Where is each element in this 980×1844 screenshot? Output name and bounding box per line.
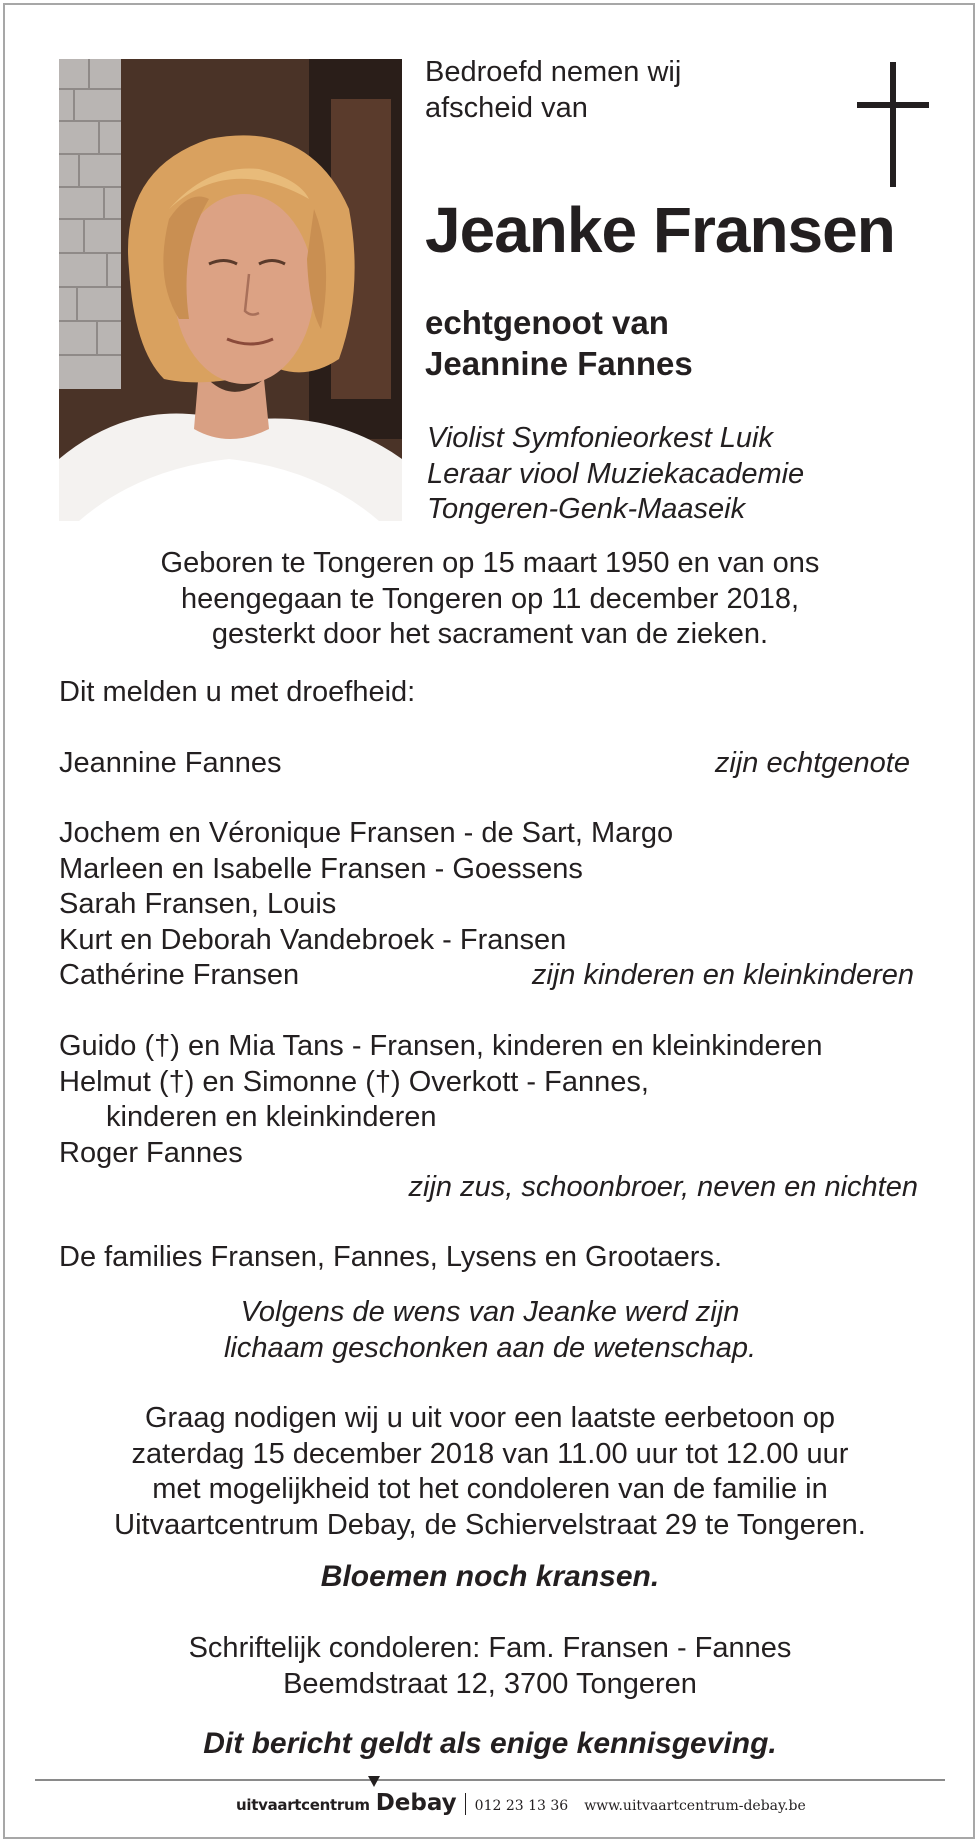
role-line: Leraar viool Muziekacademie (427, 457, 805, 490)
condolence-line: Beemdstraat 12, 3700 Tongeren (283, 1667, 697, 1700)
invitation-line: met mogelijkheid tot het condoleren van de familie in (152, 1473, 828, 1505)
list-item: Sarah Fransen, Louis (59, 888, 337, 920)
wish-line: Volgens de wens van Jeanke werd zijn (240, 1296, 740, 1328)
footer-separator (465, 1793, 466, 1815)
list-item: Jochem en Véronique Fransen - de Sart, Margo (59, 817, 674, 849)
list-item: Guido (†) en Mia Tans - Fransen, kinderen en kleinkinderen (59, 1030, 823, 1062)
list-item: Kurt en Deborah Vandebroek - Fransen (59, 923, 567, 956)
spouse-relation: echtgenoot van (425, 304, 669, 341)
notice-line: Dit bericht geldt als enige kennisgeving. (203, 1727, 777, 1760)
wish-block (59, 1295, 921, 1366)
role-line: Tongeren-Genk-Maaseik (427, 493, 746, 525)
portrait-photo (59, 59, 402, 521)
intro-line: Bedroefd nemen wij (425, 56, 682, 88)
list-item: Marleen en Isabelle Fransen - Goessens (59, 852, 583, 885)
children-relation: zijn kinderen en kleinkinderen (531, 959, 914, 991)
deceased-name: Jeanke Fransen (425, 194, 895, 266)
footer-prefix: uitvaartcentrum (236, 1796, 370, 1814)
footer-website[interactable]: www.uitvaartcentrum-debay.be (584, 1798, 806, 1814)
flowers-note: Bloemen noch kransen. (320, 1560, 660, 1593)
footer (236, 1790, 806, 1818)
widow-relation: zijn echtgenote (714, 747, 910, 779)
list-item: kinderen en kleinkinderen (106, 1101, 437, 1133)
spouse-name: Jeannine Fannes (425, 345, 693, 382)
wish-line: lichaam geschonken aan de wetenschap. (223, 1331, 757, 1364)
footer-brand: Debay (375, 1790, 457, 1816)
footer-brand-logo (376, 1790, 457, 1816)
announce-line: Dit melden u met droefheid: (59, 676, 416, 708)
siblings-relation: zijn zus, schoonbroer, neven en nichten (408, 1171, 918, 1203)
birth-death-line: Geboren te Tongeren op 15 maart 1950 en van ons (160, 547, 820, 579)
list-item: Helmut (†) en Simonne (†) Overkott - Fannes, (59, 1065, 649, 1098)
intro-line: afscheid van (425, 91, 588, 124)
families-line: De families Fransen, Fannes, Lysens en Grootaers. (59, 1241, 723, 1273)
invitation-line: zaterdag 15 december 2018 van 11.00 uur tot 12.00 uur (131, 1437, 849, 1470)
birth-death-block (59, 546, 921, 653)
invitation-line: Uitvaartcentrum Debay, de Schiervelstraat 29 te Tongeren. (114, 1508, 866, 1541)
spouse-block (425, 302, 693, 384)
role-line: Violist Symfonieorkest Luik (427, 422, 774, 454)
roles-block (427, 421, 804, 528)
condolence-line: Schriftelijk condoleren: Fam. Fransen - Fannes (188, 1632, 792, 1664)
birth-death-line: heengegaan te Tongeren op 11 december 2018, (180, 582, 800, 615)
list-item: Roger Fannes (59, 1136, 243, 1169)
invitation-block (59, 1401, 921, 1543)
cross-icon (857, 62, 929, 187)
list-item: Cathérine Fransen (59, 959, 300, 991)
widow-name: Jeannine Fannes (59, 747, 282, 779)
footer-divider (35, 1779, 945, 1781)
condolence-block (59, 1631, 921, 1702)
footer-phone: 012 23 13 36 (474, 1798, 569, 1814)
invitation-line: Graag nodigen wij u uit voor een laatste eerbetoon op (144, 1402, 836, 1434)
triangle-icon (368, 1776, 380, 1787)
intro-text (425, 55, 681, 126)
birth-death-line: gesterkt door het sacrament van de zieken. (211, 618, 769, 650)
siblings-list (59, 1029, 823, 1171)
